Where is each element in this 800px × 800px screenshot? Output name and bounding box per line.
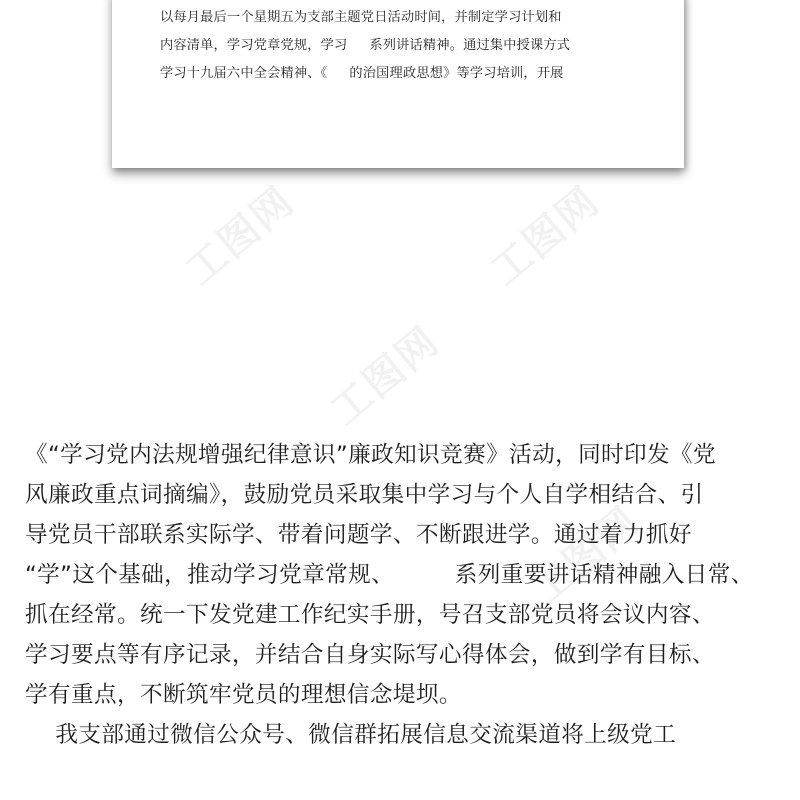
body-line: 导党员干部联系实际学、带着问题学、不断跟进学。通过着力抓好 xyxy=(25,522,692,548)
body-line: 我支部通过微信公众号、微信群拓展信息交流渠道将上级党工 xyxy=(25,722,677,748)
page-preview-line: 以每月最后一个星期五为支部主题党日活动时间，并制定学习计划和 xyxy=(160,10,562,25)
body-line: 《“学习党内法规增强纪律意识”廉政知识竞赛》活动，同时印发《党 xyxy=(25,442,717,468)
body-line: 抓在经常。统一下发党建工作纪实手册，号召支部党员将会议内容、 xyxy=(25,602,715,628)
document-page-preview xyxy=(112,0,684,168)
body-line: 风廉政重点词摘编》，鼓励党员采取集中学习与个人自学相结合、引 xyxy=(25,482,704,508)
watermark: 工图网 xyxy=(482,178,609,295)
watermark: 工图网 xyxy=(177,178,304,295)
body-line: “学”这个基础，推动学习党章常规、 系列重要讲话精神融入日常、 xyxy=(25,562,754,588)
watermark: 工图网 xyxy=(522,498,649,615)
page-preview-line: 内容清单，学习党章党规，学习 系列讲话精神。通过集中授课方式 xyxy=(160,38,571,53)
watermark: 工图网 xyxy=(322,318,449,435)
body-line: 学有重点，不断筑牢党员的理想信念堤坝。 xyxy=(25,682,462,708)
document-body-text xyxy=(25,435,795,755)
page-preview-line: 学习十九届六中全会精神、《 的治国理政思想》等学习培训，开展 xyxy=(160,66,564,81)
body-line: 学习要点等有序记录，并结合自身实际写心得体会，做到学有目标、 xyxy=(25,642,715,668)
page-preview-text xyxy=(160,4,660,88)
